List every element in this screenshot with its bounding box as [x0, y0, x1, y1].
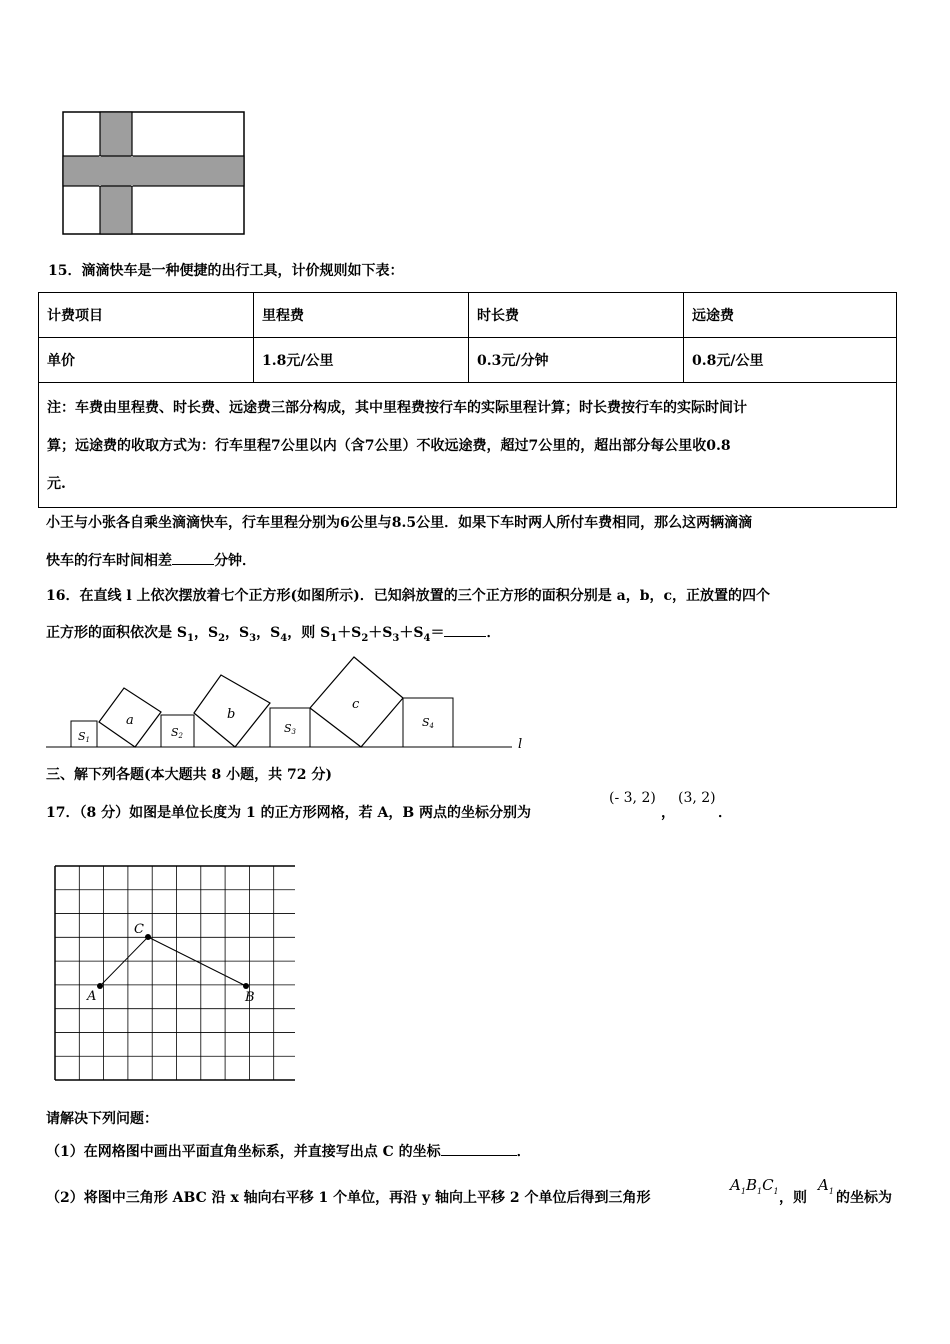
fare-table — [38, 292, 897, 508]
q16-text: ，S — [225, 625, 250, 641]
q16-text: 正方形的面积依次是 S — [46, 625, 187, 641]
point-a — [97, 983, 103, 989]
label-s4: S4 — [422, 716, 435, 730]
point-a1 — [818, 1176, 834, 1196]
label-point-a: A — [87, 989, 97, 1004]
point-c — [145, 934, 151, 940]
part1-end: ． — [516, 1144, 531, 1160]
tri-b: B — [745, 1176, 757, 1194]
table-header-cell: 里程费 — [254, 293, 469, 338]
pt-a-sub: 1 — [828, 1187, 834, 1196]
label-a: a — [126, 713, 134, 728]
q16-text: ＋S — [399, 625, 424, 641]
cross-figure — [62, 110, 246, 236]
q16-text: ，S — [193, 625, 219, 641]
answer-blank[interactable] — [444, 622, 486, 637]
label-s1: S1 — [78, 730, 91, 744]
q16-text: ． — [486, 625, 501, 641]
label-b: b — [227, 707, 236, 722]
q17-stem: 17．（8 分）如图是单位长度为 1 的正方形网格，若 A，B 两点的坐标分别为 — [46, 805, 532, 821]
q17-part2-end: 的坐标为 — [836, 1190, 892, 1206]
note-line: 注：车费由里程费、时长费、远途费三部分构成，其中里程费按行车的实际里程计算；时长费按行车的实际时间计 — [47, 400, 747, 416]
q17-part2-then: ，则 — [779, 1190, 807, 1206]
sub-1: 1 — [186, 632, 194, 644]
tri-a: A — [730, 1176, 741, 1194]
table-header-cell: 时长费 — [469, 293, 684, 338]
sub-3: 3 — [392, 632, 400, 644]
squares-figure — [44, 652, 534, 754]
coord-a: (- 3, 2) — [609, 790, 656, 806]
tri-b-sub: 1 — [756, 1187, 763, 1196]
tri-c-sub: 1 — [773, 1187, 779, 1196]
q16-text: ，则 S — [287, 625, 331, 641]
q16-line1: 16．在直线 l 上依次摆放着七个正方形(如图所示)．已知斜放置的三个正方形的面积分别是 a，b，c，正放置的四个 — [46, 588, 771, 604]
q15-line2-end: 分钟． — [214, 553, 256, 569]
sub-4: 4 — [280, 632, 288, 644]
part1-text: （1）在网格图中画出平面直角坐标系，并直接写出点 C 的坐标 — [46, 1144, 441, 1160]
q16-text: ＋S — [337, 625, 362, 641]
tri-a-sub: 1 — [740, 1187, 746, 1196]
q15-line2 — [46, 550, 256, 571]
line-label: l — [518, 737, 523, 752]
note-line: 算；远途费的收取方式为：行车里程7公里以内（含7公里）不收远途费，超过7公里的，超出部分每公里收0.8 — [47, 438, 731, 454]
answer-blank[interactable] — [172, 550, 214, 565]
q17-part2: （2）将图中三角形 ABC 沿 x 轴向右平移 1 个单位，再沿 y 轴向上平移 2 个单位后得到三角形 — [46, 1190, 651, 1206]
label-point-c: C — [134, 922, 144, 937]
grid-lines — [55, 866, 295, 1080]
sub-3: 3 — [249, 632, 257, 644]
sub-1: 1 — [330, 632, 338, 644]
table-cell: 0.8元/公里 — [684, 338, 897, 383]
q15-line2-text: 快车的行车时间相差 — [46, 553, 172, 569]
label-point-b: B — [245, 990, 255, 1005]
q17-prompt: 请解决下列问题： — [46, 1111, 158, 1127]
q15-line1: 小王与小张各自乘坐滴滴快车，行车里程分别为6公里与8.5公里．如果下车时两人所付车费相同，那么这两辆滴滴 — [46, 515, 753, 531]
sub-4: 4 — [423, 632, 431, 644]
note-line: 元. — [47, 476, 66, 492]
point-b — [243, 983, 249, 989]
pt-a: A — [818, 1176, 829, 1194]
q17-part1 — [46, 1141, 531, 1162]
triangle-a1b1c1 — [730, 1176, 779, 1196]
sub-2: 2 — [361, 632, 369, 644]
q16-line2 — [46, 622, 500, 649]
label-s2: S2 — [171, 726, 184, 740]
grid-figure — [53, 864, 295, 1082]
q17-end: ． — [718, 805, 732, 821]
section-title: 三、解下列各题(本大题共 8 小题，共 72 分) — [46, 767, 332, 783]
label-c: c — [352, 697, 360, 712]
table-cell: 单价 — [39, 338, 254, 383]
answer-blank[interactable] — [441, 1141, 517, 1156]
coord-b: (3, 2) — [678, 790, 716, 806]
q16-text: ＝ — [430, 625, 445, 641]
table-header-cell: 远途费 — [684, 293, 897, 338]
q17-sep: ， — [661, 805, 675, 821]
tri-c: C — [762, 1176, 774, 1194]
label-s3: S3 — [284, 722, 297, 736]
sub-2: 2 — [218, 632, 226, 644]
table-cell: 1.8元/公里 — [254, 338, 469, 383]
q16-text: ＋S — [368, 625, 393, 641]
q16-text: ，S — [256, 625, 281, 641]
table-header-cell: 计费项目 — [39, 293, 254, 338]
table-cell: 0.3元/分钟 — [469, 338, 684, 383]
q15-stem: 15．滴滴快车是一种便捷的出行工具，计价规则如下表： — [48, 263, 404, 279]
table-note — [39, 383, 897, 508]
